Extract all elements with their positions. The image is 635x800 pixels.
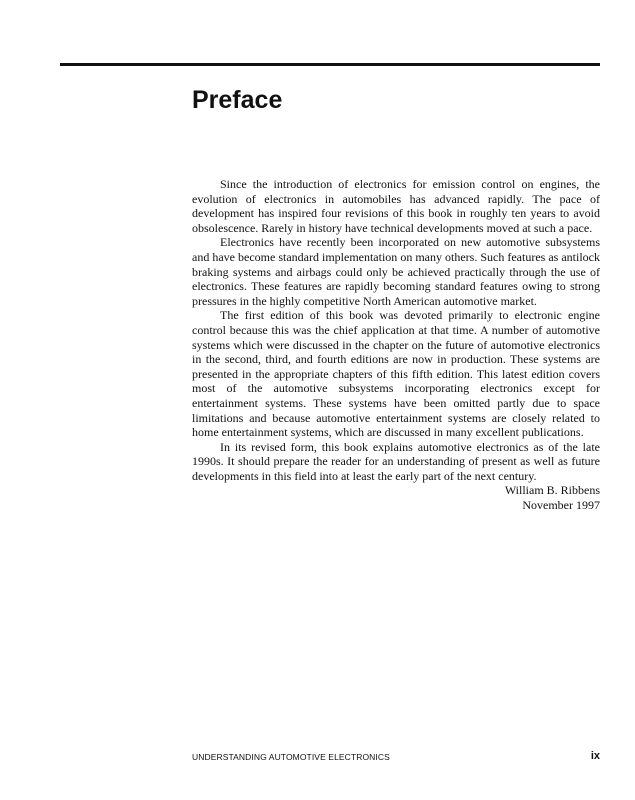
signature-block <box>192 483 600 512</box>
paragraph-2: Electronics have recently been incorporated on new automotive subsystems and have become standard implementation on many others. Such features as antilock braking systems and airbags could only be achieved practically through the use of electronics. These features are rapidly becoming standard features owing to strong pressures in the highly competitive North American automotive market. <box>192 235 600 308</box>
preface-body <box>192 177 600 513</box>
page-number: ix <box>590 750 600 762</box>
page-title: Preface <box>192 86 283 114</box>
paragraph-1: Since the introduction of electronics for emission control on engines, the evolution of electronics in automobiles has advanced rapidly. The pace of development has inspired four revisions of this book in roughly ten years to avoid obsolescence. Rarely in history have technical developments moved at such a pace. <box>192 177 600 235</box>
paragraph-3: The first edition of this book was devoted primarily to electronic engine control because this was the chief application at that time. A number of automotive systems which were discussed in the chapter on the future of automotive electronics in the second, third, and fourth editions are now in production. These systems are presented in the appropriate chapters of this fifth edition. This latest edition covers most of the automotive subsystems incorporating electronics except for entertainment systems. These systems have been omitted partly due to space limitations and because automotive entertainment systems are closely related to home entertainment systems, which are discussed in many excellent publications. <box>192 308 600 440</box>
author-name: William B. Ribbens <box>504 483 600 498</box>
paragraph-4: In its revised form, this book explains automotive electronics as of the late 1990s. It should prepare the reader for an understanding of present as well as future developments in this field into at least the early part of the next century. <box>192 439 600 483</box>
signature-date: November 1997 <box>522 498 600 513</box>
header-rule <box>60 63 600 66</box>
footer-book-title: UNDERSTANDING AUTOMOTIVE ELECTRONICS <box>192 752 390 762</box>
